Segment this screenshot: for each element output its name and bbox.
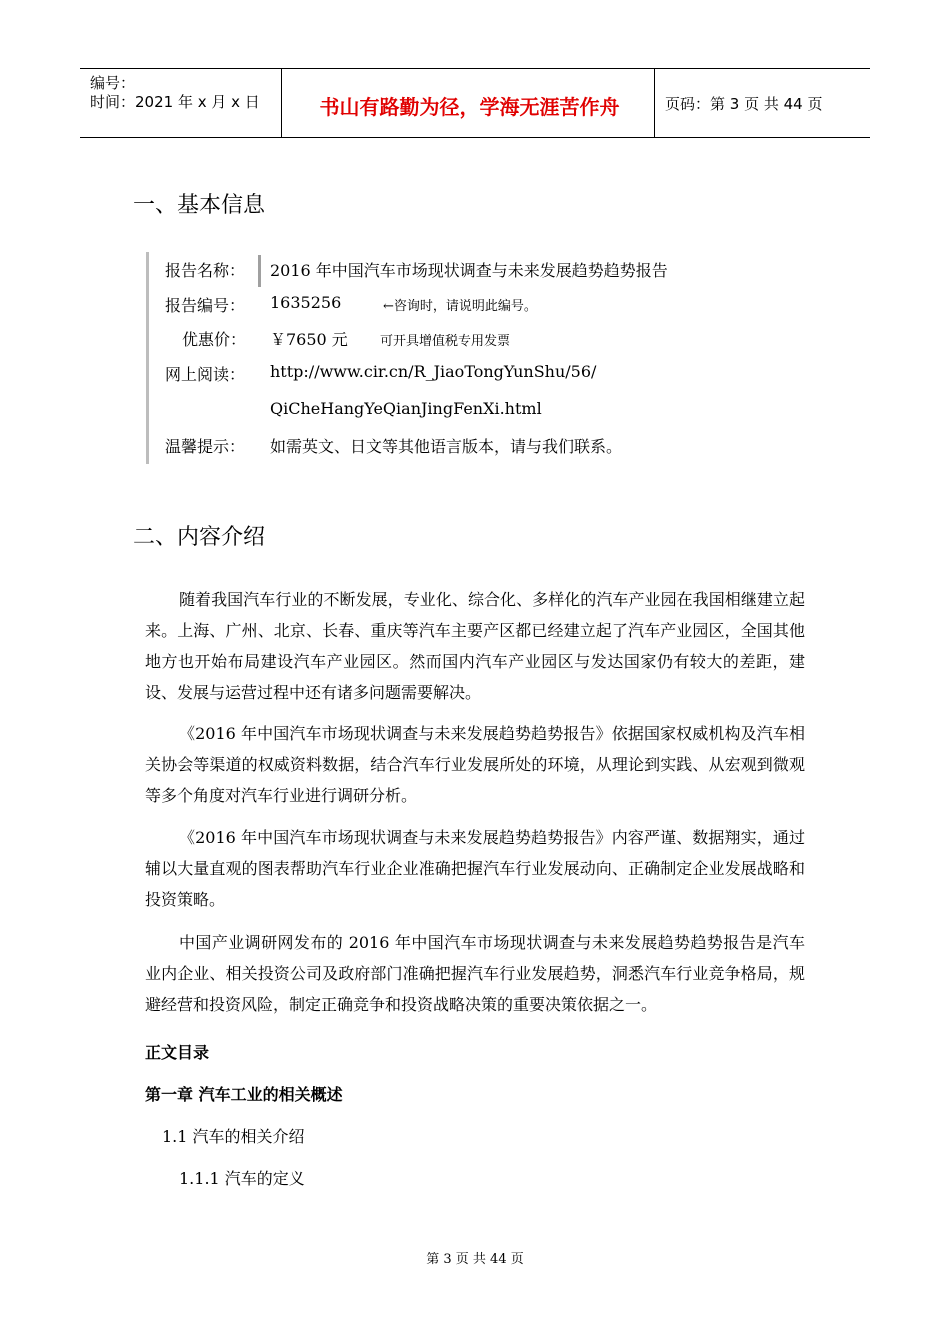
report-name-bar (258, 255, 261, 287)
page-header (80, 68, 870, 138)
header-page-label: 页码：第 3 页 共 44 页 (665, 95, 823, 113)
report-url-line1[interactable]: http://www.cir.cn/R_JiaoTongYunShu/56/ (270, 362, 597, 381)
price-note: 可开具增值税专用发票 (380, 334, 511, 349)
url-label: 网上阅读： (165, 365, 246, 384)
tip-text: 如需英文、日文等其他语言版本，请与我们联系。 (270, 437, 623, 456)
toc-item-1-1-1: 1.1.1 汽车的定义 (179, 1169, 305, 1188)
document-number-label: 编号： (90, 74, 136, 92)
toc-item-1-1: 1.1 汽车的相关介绍 (162, 1127, 305, 1146)
header-divider (281, 69, 282, 137)
report-no: 1635256 (270, 293, 342, 312)
document-time-label: 时间：2021 年 x 月 x 日 (90, 93, 260, 111)
page-footer: 第 3 页 共 44 页 (426, 1252, 524, 1267)
header-motto: 书山有路勤为径，学海无涯苦作舟 (319, 95, 620, 119)
section-content-title: 二、内容介绍 (133, 525, 266, 550)
info-block-bar (146, 252, 149, 464)
paragraph: 《2016 年中国汽车市场现状调查与未来发展趋势趋势报告》内容严谨、数据翔实，通过辅以大量直观的图表帮助汽车行业企业准确把握汽车行业发展动向、正确制定企业发展战略和投资策略。 (145, 828, 805, 909)
report-name: 2016 年中国汽车市场现状调查与未来发展趋势趋势报告 (270, 261, 668, 280)
price-label: 优惠价： (182, 330, 247, 349)
paragraph: 随着我国汽车行业的不断发展，专业化、综合化、多样化的汽车产业园在我国相继建立起来。上海、广州、北京、长春、重庆等汽车主要产区都已经建立起了汽车产业园区，全国其他地方也开始布局建设汽车产业园区。然而国内汽车产业园区与发达国家仍有较大的差距，建设、发展与运营过程中还有诸多问题需要解决。 (145, 590, 805, 702)
paragraph: 《2016 年中国汽车市场现状调查与未来发展趋势趋势报告》依据国家权威机构及汽车相关协会等渠道的权威资料数据，结合汽车行业发展所处的环境，从理论到实践、从宏观到微观等多个角度对汽车行业进行调研分析。 (145, 724, 805, 805)
paragraph: 中国产业调研网发布的 2016 年中国汽车市场现状调查与未来发展趋势趋势报告是汽车业内企业、相关投资公司及政府部门准确把握汽车行业发展趋势，洞悉汽车行业竞争格局，规避经营和投资风险，制定正确竞争和投资战略决策的重要决策依据之一。 (145, 933, 805, 1014)
report-no-label: 报告编号： (165, 296, 246, 315)
toc-title: 正文目录 (145, 1043, 210, 1062)
report-name-label: 报告名称： (165, 261, 246, 280)
section-basic-info-title: 一、基本信息 (133, 193, 266, 218)
report-url-line2[interactable]: QiCheHangYeQianJingFenXi.html (270, 399, 542, 418)
toc-chapter-1: 第一章 汽车工业的相关概述 (145, 1085, 343, 1104)
report-no-note: ←咨询时，请说明此编号。 (383, 299, 537, 314)
tip-label: 温馨提示： (165, 437, 246, 456)
price: ￥7650 元 (270, 330, 348, 349)
